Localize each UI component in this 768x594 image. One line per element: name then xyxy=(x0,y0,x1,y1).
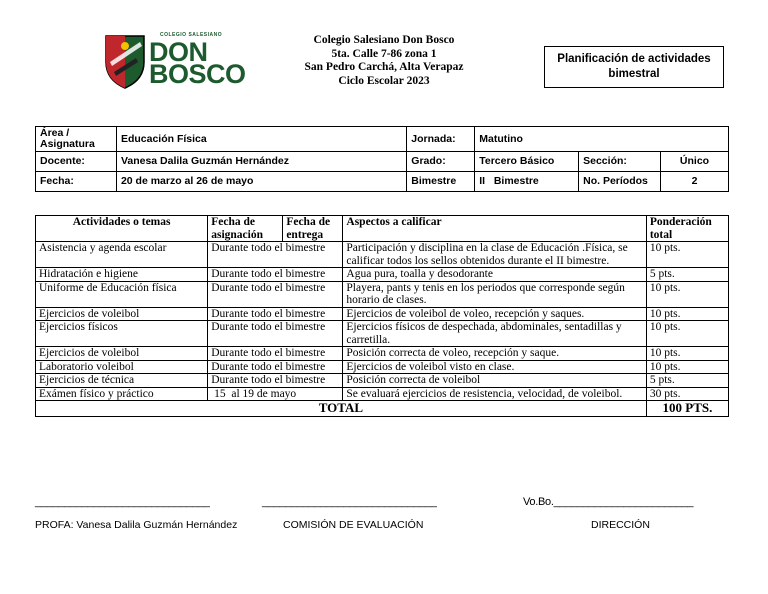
activity-aspectos: Posición correcta de voleo, recepción y saque. xyxy=(343,347,646,361)
activity-row xyxy=(36,307,729,321)
info-table xyxy=(35,126,729,192)
fecha-label: Fecha: xyxy=(36,172,117,192)
header-fecha-asignacion: Fecha de asignación xyxy=(208,216,283,242)
signature-label-direction: DIRECCIÓN xyxy=(591,519,650,531)
activity-fecha: Durante todo el bimestre xyxy=(208,374,343,388)
signature-line-teacher: ______________________________ xyxy=(35,496,210,508)
activity-aspectos: Playera, pants y tenis en los periodos que corresponde según horario de clases. xyxy=(343,281,646,307)
activity-ponderacion: 10 pts. xyxy=(646,360,728,374)
fecha-value: 20 de marzo al 26 de mayo xyxy=(116,172,406,192)
periodos-value: 2 xyxy=(661,172,729,192)
activity-ponderacion: 10 pts. xyxy=(646,347,728,361)
header-aspectos: Aspectos a calificar xyxy=(343,216,646,242)
activity-ponderacion: 5 pts. xyxy=(646,268,728,282)
bimestre-label: Bimestre xyxy=(407,172,475,192)
jornada-label: Jornada: xyxy=(407,127,475,152)
activity-row xyxy=(36,281,729,307)
activity-tema: Ejercicios de voleibol xyxy=(36,347,208,361)
periodos-label: No. Períodos xyxy=(579,172,661,192)
bimestre-value: II Bimestre xyxy=(475,172,579,192)
activity-tema: Ejercicios de técnica xyxy=(36,374,208,388)
logo-line-bosco: BOSCO xyxy=(149,59,246,89)
activity-tema: Hidratación e higiene xyxy=(36,268,208,282)
activity-row xyxy=(36,360,729,374)
activity-ponderacion: 30 pts. xyxy=(646,387,728,401)
signature-line-commission: ______________________________ xyxy=(262,496,437,508)
activity-row xyxy=(36,374,729,388)
school-city: San Pedro Carchá, Alta Verapaz xyxy=(304,61,464,73)
seccion-value: Único xyxy=(661,152,729,172)
activity-ponderacion: 5 pts. xyxy=(646,374,728,388)
activity-aspectos: Se evaluará ejercicios de resistencia, velocidad, de voleibol. xyxy=(343,387,646,401)
header-ponderacion: Ponderación total xyxy=(646,216,728,242)
activity-ponderacion: 10 pts. xyxy=(646,307,728,321)
activity-row xyxy=(36,268,729,282)
grado-value: Tercero Básico xyxy=(475,152,579,172)
document-title: Planificación de actividades bimestral xyxy=(544,46,724,88)
activity-ponderacion: 10 pts. xyxy=(646,242,728,268)
activity-tema: Laboratorio voleibol xyxy=(36,360,208,374)
total-value: 100 PTS. xyxy=(646,401,728,417)
activity-row xyxy=(36,242,729,268)
shield-emblem-icon xyxy=(104,32,146,90)
docente-label: Docente: xyxy=(36,152,117,172)
school-year: Ciclo Escolar 2023 xyxy=(338,74,430,87)
header-fecha-entrega: Fecha de entrega xyxy=(283,216,343,242)
activity-aspectos: Ejercicios físicos de despechada, abdominales, sentadillas y carretilla. xyxy=(343,321,646,347)
activity-aspectos: Ejercicios de voleibol visto en clase. xyxy=(343,360,646,374)
activity-fecha: Durante todo el bimestre xyxy=(208,281,343,307)
area-label: Área / Asignatura xyxy=(36,127,117,152)
activity-row xyxy=(36,321,729,347)
docente-value: Vanesa Dalila Guzmán Hernández xyxy=(116,152,406,172)
activity-fecha: Durante todo el bimestre xyxy=(208,268,343,282)
school-address: 5ta. Calle 7-86 zona 1 xyxy=(331,47,437,60)
total-row xyxy=(36,401,729,417)
activity-tema: Uniforme de Educación física xyxy=(36,281,208,307)
activity-ponderacion: 10 pts. xyxy=(646,281,728,307)
signature-line-direction: Vo.Bo.________________________ xyxy=(523,496,694,508)
school-header xyxy=(284,34,484,88)
signature-label-commission: COMISIÓN DE EVALUACIÓN xyxy=(283,519,424,531)
activities-table xyxy=(35,215,729,417)
activity-aspectos: Posición correcta de voleibol xyxy=(343,374,646,388)
activity-tema: Ejercicios de voleibol xyxy=(36,307,208,321)
activity-row xyxy=(36,387,729,401)
activity-fecha: Durante todo el bimestre xyxy=(208,242,343,268)
activity-fecha: 15 al 19 de mayo xyxy=(208,387,343,401)
activity-aspectos: Ejercicios de voleibol de voleo, recepción y saques. xyxy=(343,307,646,321)
logo-small-text: COLEGIO SALESIANO xyxy=(160,32,223,38)
activity-fecha: Durante todo el bimestre xyxy=(208,307,343,321)
area-value: Educación Física xyxy=(116,127,406,152)
seccion-label: Sección: xyxy=(579,152,661,172)
activity-tema: Asistencia y agenda escolar xyxy=(36,242,208,268)
activity-tema: Ejercicios físicos xyxy=(36,321,208,347)
activity-tema: Exámen físico y práctico xyxy=(36,387,208,401)
school-logo xyxy=(104,32,244,90)
activities-header-row xyxy=(36,216,729,242)
activity-fecha: Durante todo el bimestre xyxy=(208,321,343,347)
school-name: Colegio Salesiano Don Bosco xyxy=(313,34,455,46)
activity-ponderacion: 10 pts. xyxy=(646,321,728,347)
activity-aspectos: Agua pura, toalla y desodorante xyxy=(343,268,646,282)
activity-row xyxy=(36,347,729,361)
header-actividades: Actividades o temas xyxy=(36,216,208,242)
logo-line-don: DON xyxy=(149,37,208,67)
total-label: TOTAL xyxy=(36,401,647,417)
activity-fecha: Durante todo el bimestre xyxy=(208,360,343,374)
grado-label: Grado: xyxy=(407,152,475,172)
activity-aspectos: Participación y disciplina en la clase de Educación .Física, se calificar todos los sellos obtenidos durante el II bimestre. xyxy=(343,242,646,268)
jornada-value: Matutino xyxy=(475,127,729,152)
signature-label-teacher: PROFA: Vanesa Dalila Guzmán Hernández xyxy=(35,519,238,531)
activity-fecha: Durante todo el bimestre xyxy=(208,347,343,361)
